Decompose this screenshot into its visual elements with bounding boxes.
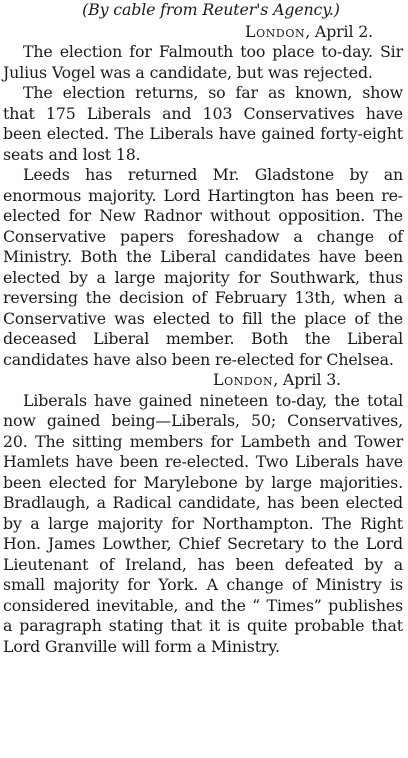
paragraph-falmouth: The election for Falmouth too place to-day. Sir Julius Vogel was a candidate, but was rejected. [3,42,403,82]
dateline-date: , April 3. [273,370,341,389]
agency-credit: (By cable from Reuter's Agency.) [82,0,340,19]
paragraph-election-returns: The election returns, so far as known, show that 175 Liberals and 103 Conservatives have been elected. The Liberals have gained forty-eight seats and lost 18. [3,83,403,164]
dateline-april-3 [3,370,403,391]
dateline-city: London [212,370,274,389]
dateline-date: , April 2. [305,21,373,41]
news-column [3,0,403,657]
paragraph-leeds: Leeds has returned Mr. Gladstone by an enormous majority. Lord Hartington has been re-elected for New Radnor without opposition. The Conservative papers foreshadow a change of Ministry. Both the Liberal candidates have been elected by a large majority for Southwark, thus reversing the decision of February 13th, when a Conservative was elected to fill the place of the deceased Liberal member. Both the Liberal candidates have also been re-elected for Chelsea. [3,165,403,369]
dateline-april-2 [3,22,403,43]
dateline-city: London [244,21,306,41]
paragraph-liberal-gains: Liberals have gained nineteen to-day, the total now gained being—Liberals, 50; Conservatives, 20. The sitting members for Lambeth and Tower Hamlets have been re-elected. Two Liberals have been elected for Marylebone by large majorities. Bradlaugh, a Radical candidate, has been elected by a large majority for Northampton. The Right Hon. James Lowther, Chief Secretary to the Lord Lieutenant of Ireland, has been defeated by a small majority for York. A change of Ministry is considered inevitable, and the “ Times” publishes a paragraph stating that it is quite probable that Lord Granville will form a Ministry. [3,390,403,656]
